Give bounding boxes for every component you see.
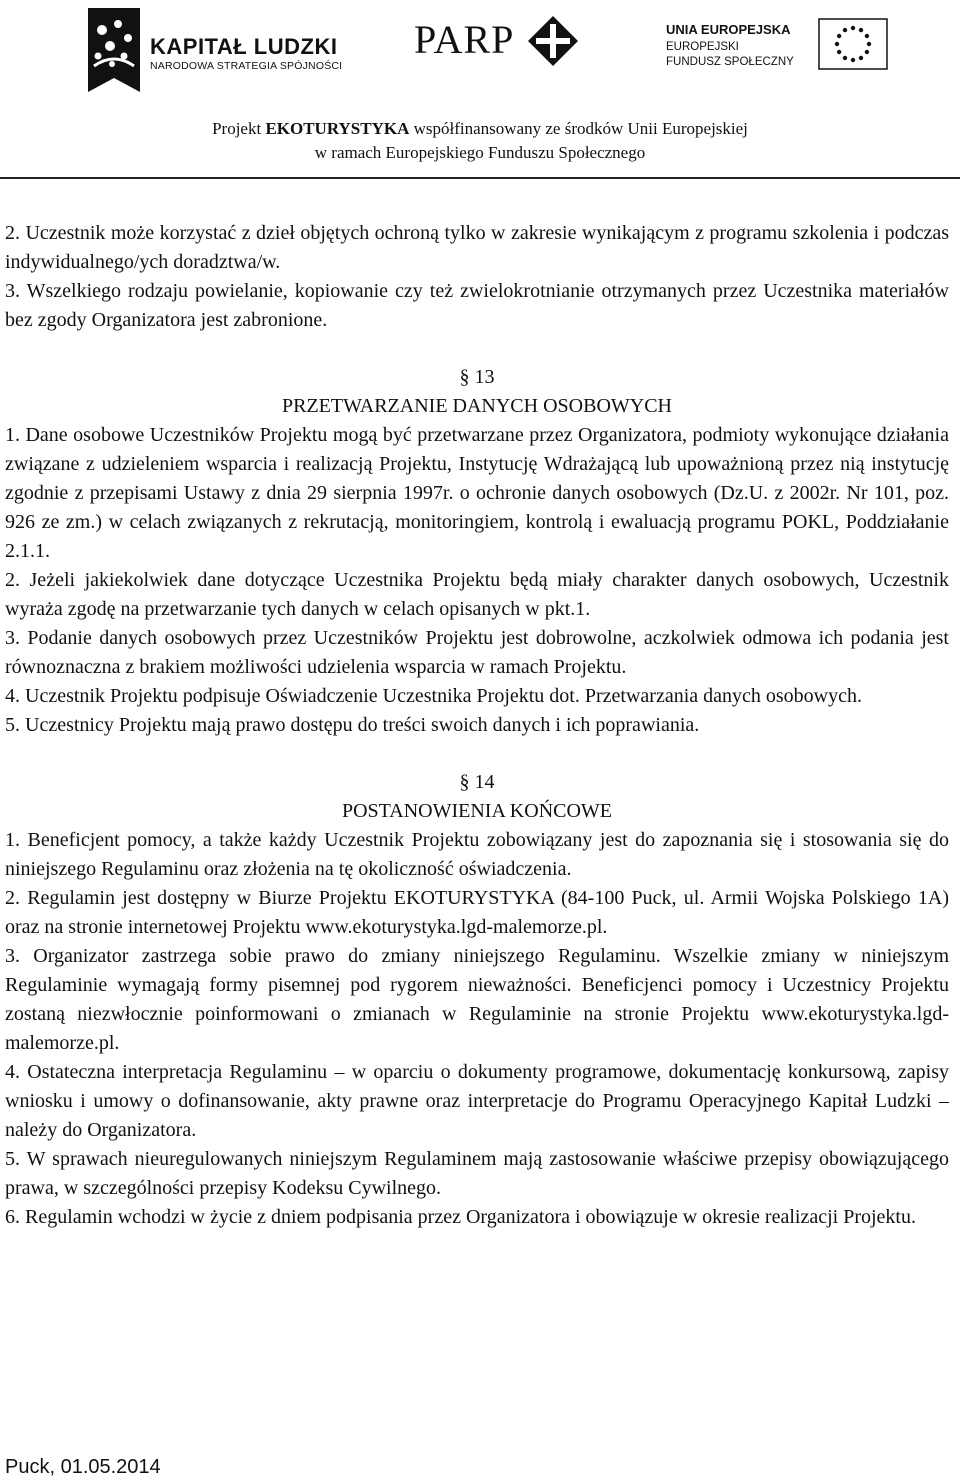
header-divider (0, 177, 960, 179)
ue-line-1: EUROPEJSKI (666, 41, 739, 53)
project-prefix: Projekt (212, 119, 266, 138)
project-info-line-1 (0, 117, 960, 141)
paragraph: 2. Jeżeli jakiekolwiek dane dotyczące Uczestnika Projektu będą miały charakter danych osobowych, Uczestnik wyraża zgodę na przetwarzanie tych danych w celach opisanych w pkt.1. (5, 569, 949, 620)
kapital-ludzki-title: KAPITAŁ LUDZKI (150, 34, 338, 59)
paragraph: 2. Regulamin jest dostępny w Biurze Projektu EKOTURYSTYKA (84-100 Puck, ul. Armii Wojska Polskiego 1A) oraz na stronie internetowej Projektu www.ekoturystyka.lgd-malemorze.pl. (5, 887, 949, 938)
project-name: EKOTURYSTYKA (265, 119, 410, 138)
document-body (5, 219, 949, 1232)
section-number: § 14 (459, 771, 495, 793)
project-info (0, 117, 960, 165)
project-suffix: współfinansowany ze środków Unii Europejskiej (409, 119, 748, 138)
kapital-ludzki-subtitle: NARODOWA STRATEGIA SPÓJNOŚCI (150, 60, 343, 72)
paragraph: 4. Uczestnik Projektu podpisuje Oświadczenie Uczestnika Projektu dot. Przetwarzania danych osobowych. (5, 685, 862, 707)
paragraph: 5. W sprawach nieuregulowanych niniejszym Regulaminem mają zastosowanie właściwe przepisy obowiązującego prawa, w szczególności przepisy Kodeksu Cywilnego. (5, 1148, 949, 1199)
eu-flag-icon (818, 18, 888, 70)
paragraph: 3. Organizator zastrzega sobie prawo do zmiany niniejszego Regulaminu. Wszelkie zmiany w niniejszym Regulaminie wymagają formy pisemnej pod rygorem nieważności. Beneficjenci pomocy i Uczestnicy Projektu zostaną niezwłocznie poinformowani o zmianach w Regulaminie na stronie Projektu www.ekoturystyka.lgd-malemorze.pl. (5, 945, 949, 1054)
paragraph: 2. Uczestnik może korzystać z dzieł objętych ochroną tylko w zakresie wynikającym z programu szkolenia i podczas indywidualnego/ych doradztwa/w. (5, 222, 949, 273)
kapital-ludzki-emblem-icon (84, 4, 144, 96)
section-title: PRZETWARZANIE DANYCH OSOBOWYCH (282, 395, 672, 417)
footer-date: Puck, 01.05.2014 (5, 1456, 161, 1478)
header-logos (0, 0, 960, 110)
paragraph: 1. Dane osobowe Uczestników Projektu mogą być przetwarzane przez Organizatora, podmioty wykonujące działania związane z udzieleniem wsparcia i realizacją Projektu, Instytucję Wdrażającą lub upoważnioną przez nią instytucję zgodnie z przepisami Ustawy z dnia 29 sierpnia 1997r. o ochronie danych osobowych (Dz.U. z 2002r. Nr 101, poz. 926 ze zm.) w celach związanych z rekrutacją, monitoringiem, kontrolą i ewaluacją programu POKL, Poddziałanie 2.1.1. (5, 424, 949, 562)
paragraph: 5. Uczestnicy Projektu mają prawo dostępu do treści swoich danych i ich poprawiania. (5, 714, 700, 736)
parp-emblem-icon (526, 14, 580, 68)
section-title: POSTANOWIENIA KOŃCOWE (341, 800, 613, 822)
spacer (5, 335, 949, 363)
parp-logo (414, 10, 584, 80)
ue-line-2: FUNDUSZ SPOŁECZNY (666, 56, 794, 68)
kapital-ludzki-logo (84, 4, 354, 96)
spacer (5, 740, 949, 768)
ue-title: UNIA EUROPEJSKA (666, 22, 791, 37)
unia-europejska-logo (666, 18, 896, 78)
section-number: § 13 (459, 366, 495, 388)
paragraph: 4. Ostateczna interpretacja Regulaminu – w oparciu o dokumenty programowe, dokumentację konkursową, zapisy wniosku i umowy o dofinansowanie, akty prawne oraz interpretacje do Programu Operacyjnego Kapitał Ludzki – należy do Organizatora. (5, 1061, 949, 1141)
paragraph: 3. Podanie danych osobowych przez Uczestników Projektu jest dobrowolne, aczkolwiek odmowa ich podania jest równoznaczna z brakiem możliwości udzielenia wsparcia w ramach Projektu. (5, 627, 949, 678)
parp-title: PARP (414, 17, 515, 62)
paragraph: 3. Wszelkiego rodzaju powielanie, kopiowanie czy też zwielokrotnianie otrzymanych przez Uczestnika materiałów bez zgody Organizatora jest zabronione. (5, 280, 949, 331)
paragraph: 1. Beneficjent pomocy, a także każdy Uczestnik Projektu zobowiązany jest do zapoznania się i stosowania się do niniejszego Regulaminu oraz złożenia na tę okoliczność oświadczenia. (5, 829, 949, 880)
project-info-line-2: w ramach Europejskiego Funduszu Społecznego (314, 143, 646, 162)
paragraph: 6. Regulamin wchodzi w życie z dniem podpisania przez Organizatora i obowiązuje w okresie realizacji Projektu. (5, 1206, 916, 1228)
